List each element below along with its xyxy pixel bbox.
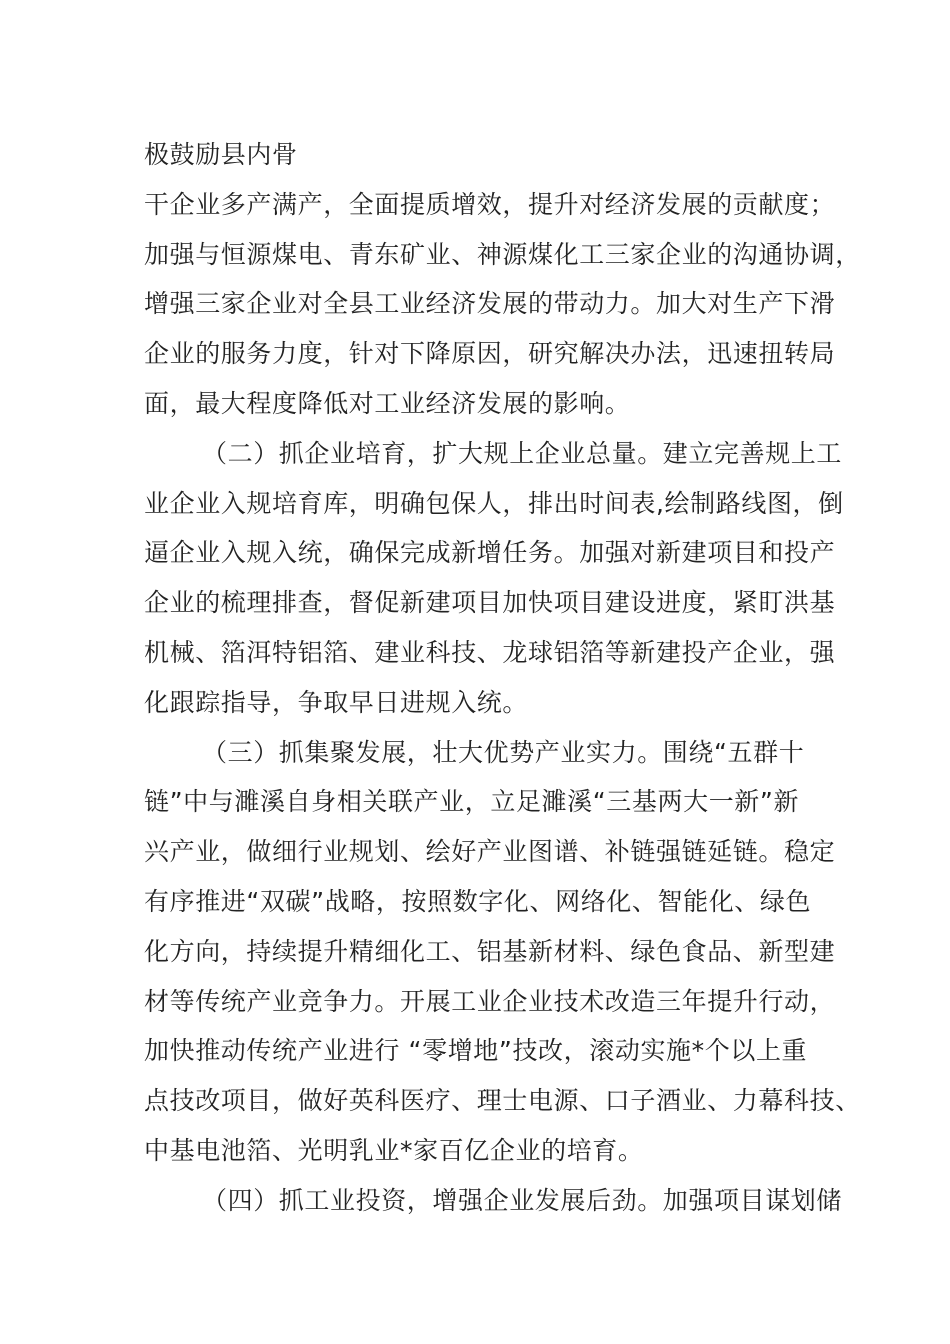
text-line: 化跟踪指导，争取早日进规入统。 [144, 687, 529, 717]
text-line: 业企业入规培育库，明确包保人，排出时间表,绘制路线图，倒 [144, 488, 844, 518]
text-line: 加快推动传统产业进行 “零增地”技改，滚动实施*个以上重 [144, 1036, 808, 1066]
text-line: 材等传统产业竞争力。开展工业企业技术改造三年提升行动， [144, 986, 836, 1016]
text-line: 中基电池箔、光明乳业*家百亿企业的培育。 [144, 1135, 644, 1165]
text-line: 机械、箔洱特铝箔、建业科技、龙球铝箔等新建投产企业，强 [144, 637, 836, 667]
text-line: 有序推进“双碳”战略，按照数字化、网络化、智能化、绿色 [144, 886, 812, 916]
section-heading-line: （三）抓集聚发展，壮大优势产业实力。围绕“五群十 [202, 737, 805, 767]
text-line: 兴产业，做细行业规划、绘好产业图谱、补链强链延链。稳定 [144, 837, 836, 867]
text-line: 点技改项目，做好英科医疗、理士电源、口子酒业、力幕科技、 [144, 1086, 861, 1116]
text-line: 干企业多产满产，全面提质增效，提升对经济发展的贡献度； [144, 189, 836, 219]
text-line: 面，最大程度降低对工业经济发展的影响。 [144, 388, 631, 418]
section-heading-line: （二）抓企业培育，扩大规上企业总量。建立完善规上工 [202, 438, 843, 468]
text-line: 链”中与濉溪自身相关联产业，立足濉溪“三基两大一新”新 [144, 787, 800, 817]
text-line: 化方向，持续提升精细化工、铝基新材料、绿色食品、新型建 [144, 936, 836, 966]
section-heading-line: （四）抓工业投资，增强企业发展后劲。加强项目谋划储 [202, 1185, 843, 1215]
text-line: 逼企业入规入统，确保完成新增任务。加强对新建项目和投产 [144, 538, 836, 568]
text-line: 加强与恒源煤电、青东矿业、神源煤化工三家企业的沟通协调， [144, 239, 861, 269]
text-line: 极鼓励县内骨 [144, 140, 298, 169]
text-line: 企业的梳理排查，督促新建项目加快项目建设进度，紧盯洪基 [144, 588, 836, 618]
body-text [144, 130, 861, 1226]
text-line: 企业的服务力度，针对下降原因，研究解决办法，迅速扭转局 [144, 339, 836, 369]
text-line: 增强三家企业对全县工业经济发展的带动力。加大对生产下滑 [144, 289, 836, 319]
